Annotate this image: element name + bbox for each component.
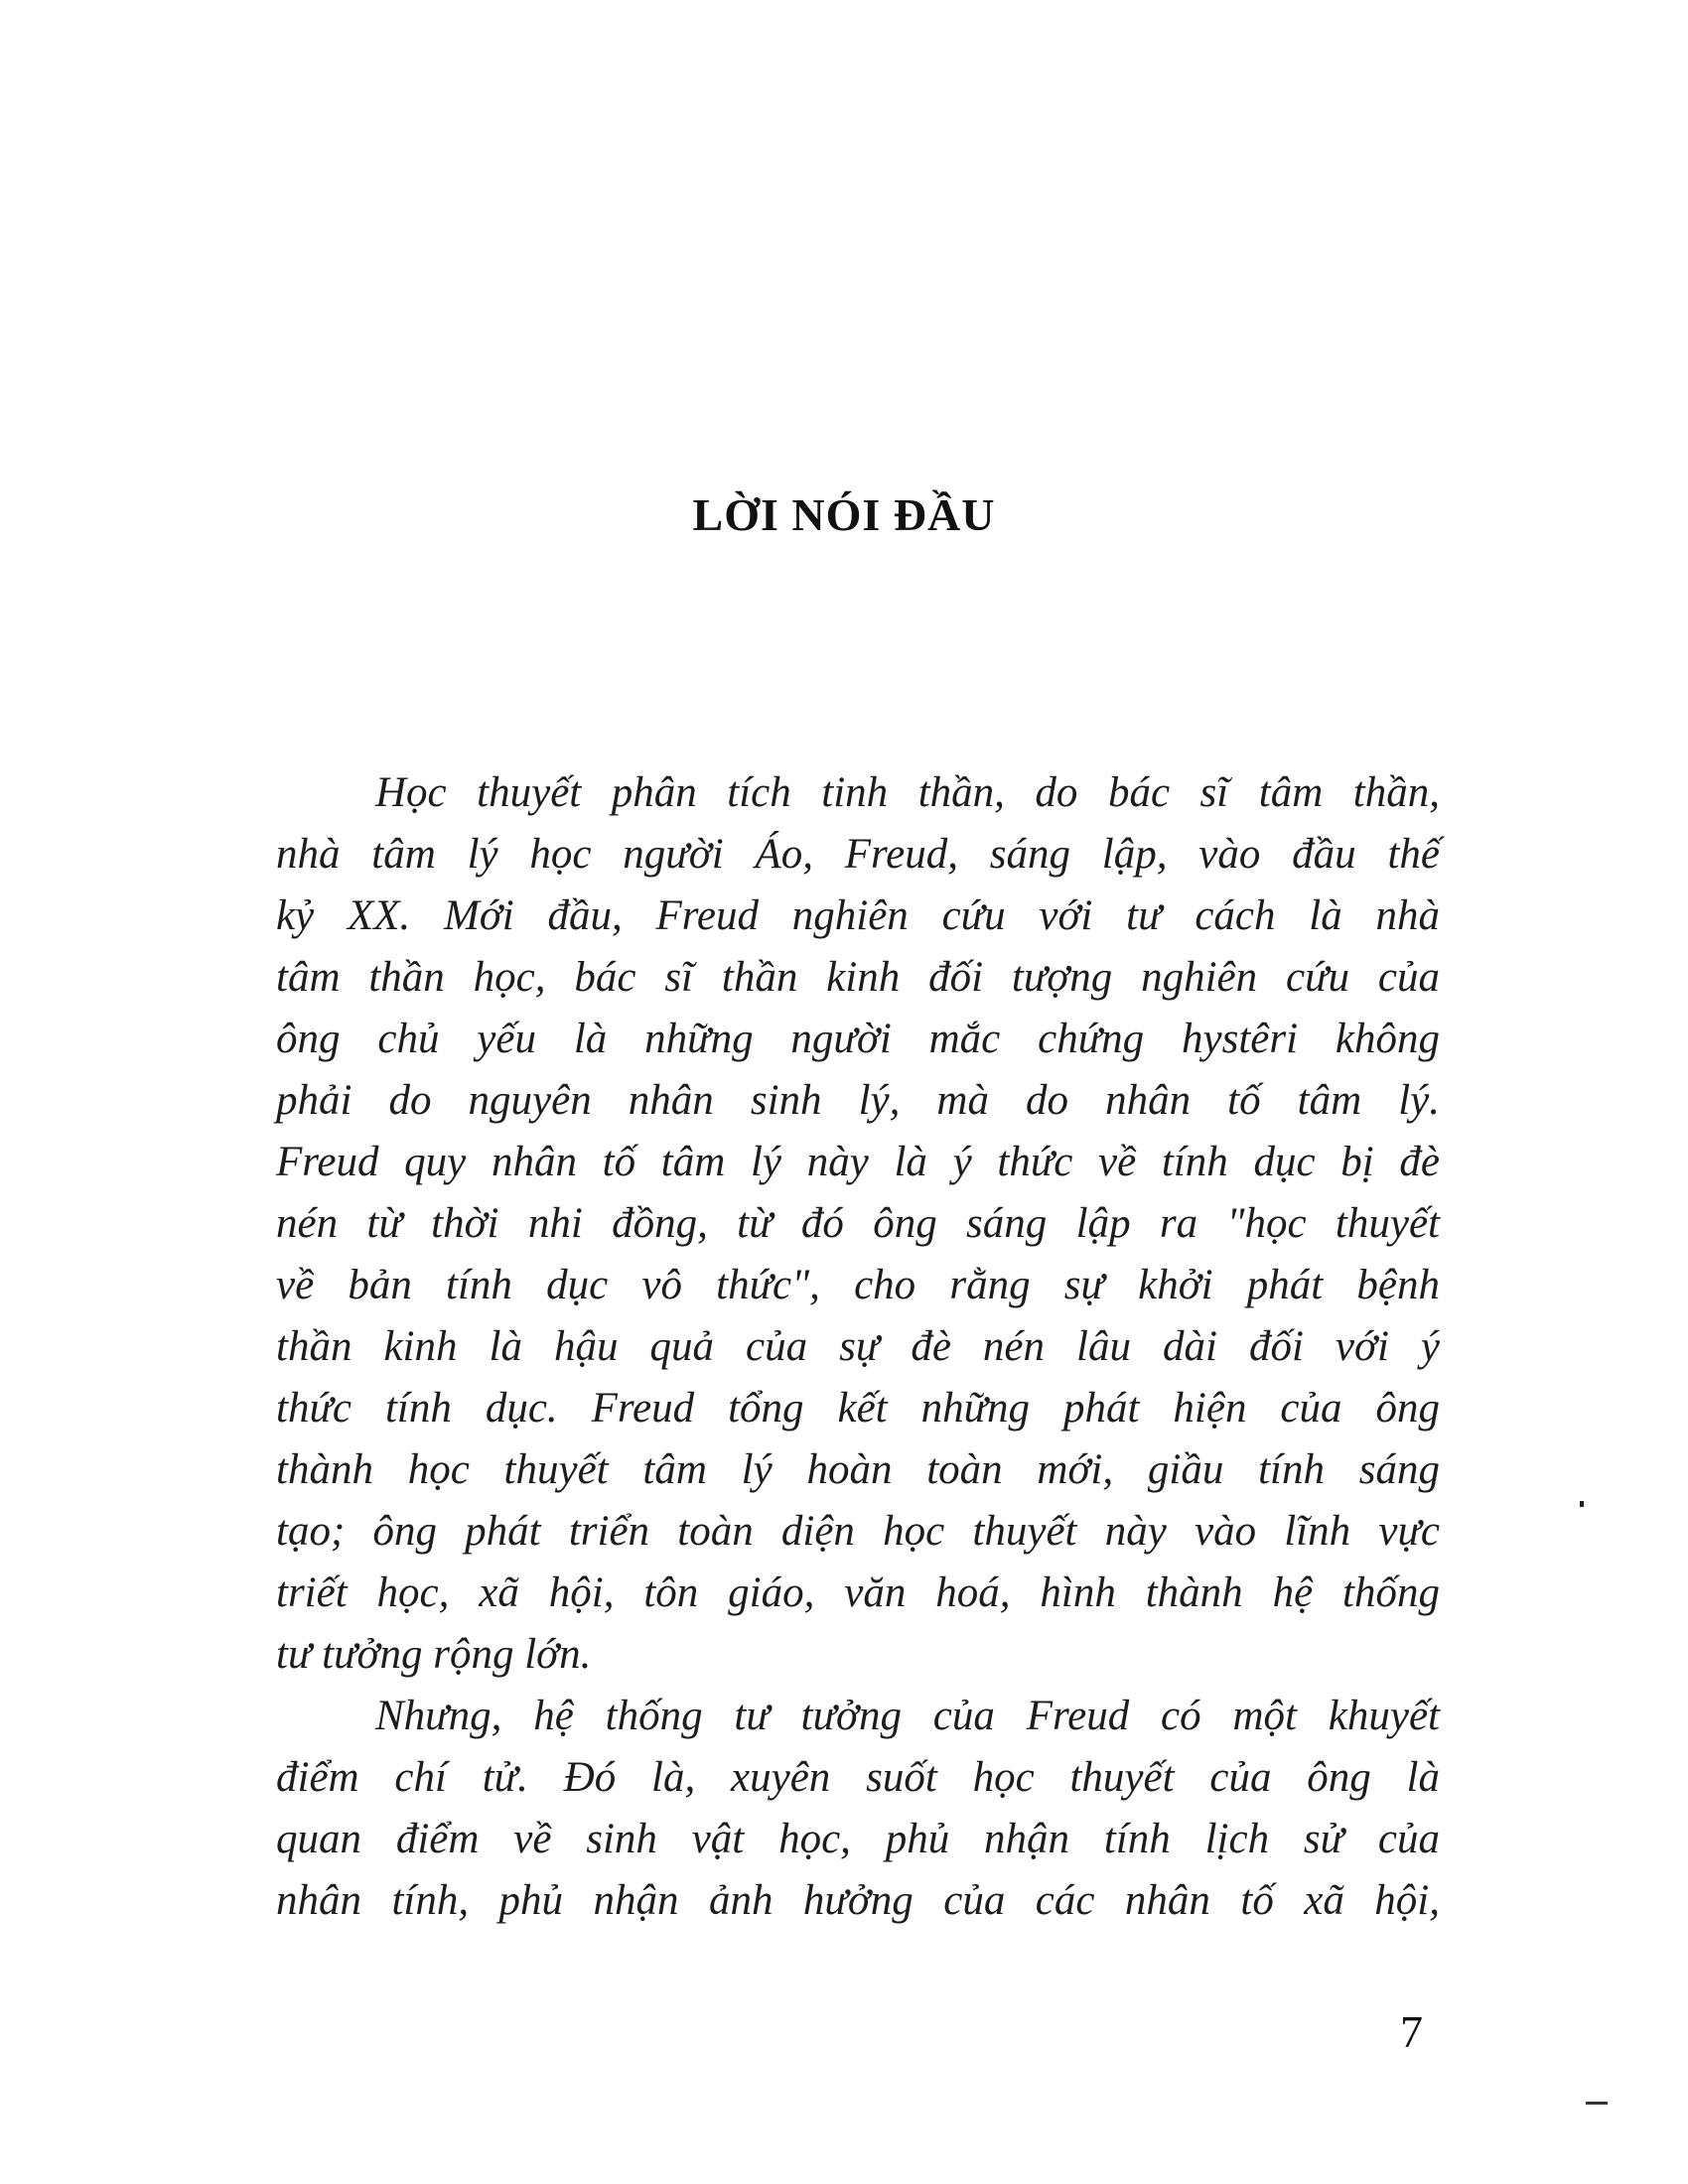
text-line: thức tính dục. Freud tổng kết những phát hiện của ông (276, 1385, 1440, 1432)
scan-mark (1586, 2102, 1608, 2105)
text-line: Freud quy nhân tố tâm lý này là ý thức về tính dục bị đè (276, 1139, 1440, 1185)
text-line: thần kinh là hậu quả của sự đè nén lâu dài đối với ý (276, 1323, 1440, 1370)
page-title: LỜI NÓI ĐẦU (692, 489, 996, 540)
text-line: nhà tâm lý học người Áo, Freud, sáng lập, vào đầu thế (276, 831, 1440, 878)
text-line: kỷ XX. Mới đầu, Freud nghiên cứu với tư cách là nhà (276, 892, 1440, 939)
text-line: tư tưởng rộng lớn. (276, 1631, 592, 1678)
text-line: triết học, xã hội, tôn giáo, văn hoá, hình thành hệ thống (276, 1570, 1440, 1616)
page-number: 7 (1400, 2006, 1423, 2057)
text-line: nén từ thời nhi đồng, từ đó ông sáng lập ra "học thuyết (276, 1200, 1440, 1247)
text-line: Học thuyết phân tích tinh thần, do bác sĩ tâm thần, (375, 769, 1440, 816)
body-text (276, 762, 1440, 1932)
text-line: phải do nguyên nhân sinh lý, mà do nhân tố tâm lý. (276, 1077, 1440, 1124)
scan-mark (1580, 1501, 1584, 1507)
paragraph-1 (276, 762, 1440, 1686)
text-line: thành học thuyết tâm lý hoàn toàn mới, giầu tính sáng (276, 1446, 1440, 1493)
paragraph-2 (276, 1686, 1440, 1932)
text-line: điểm chí tử. Đó là, xuyên suốt học thuyết của ông là (276, 1754, 1440, 1801)
text-line: về bản tính dục vô thức", cho rằng sự khởi phát bệnh (276, 1262, 1440, 1308)
text-line: nhân tính, phủ nhận ảnh hưởng của các nhân tố xã hội, (276, 1877, 1440, 1924)
text-line: quan điểm về sinh vật học, phủ nhận tính lịch sử của (276, 1816, 1440, 1862)
text-line: ông chủ yếu là những người mắc chứng hystêri không (276, 1016, 1440, 1062)
text-line: tâm thần học, bác sĩ thần kinh đối tượng nghiên cứu của (276, 954, 1440, 1001)
text-line: Nhưng, hệ thống tư tưởng của Freud có một khuyết (375, 1693, 1440, 1739)
text-line: tạo; ông phát triển toàn diện học thuyết này vào lĩnh vực (276, 1508, 1440, 1555)
